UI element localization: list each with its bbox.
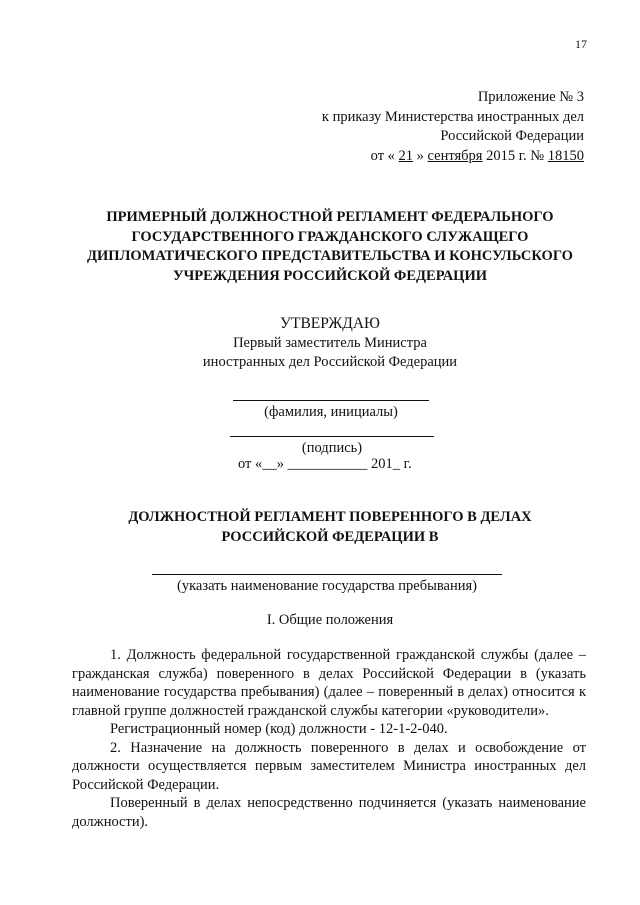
document-title (60, 208, 600, 286)
document-title-line: ГОСУДАРСТВЕННОГО ГРАЖДАНСКОГО СЛУЖАЩЕГО (131, 228, 529, 245)
name-line (233, 400, 429, 401)
body-text (72, 646, 586, 831)
signature-line (230, 436, 434, 437)
annex-block (254, 88, 584, 166)
annex-date-prefix: от « (370, 147, 395, 164)
document-title-line: УЧРЕЖДЕНИЯ РОССИЙСКОЙ ФЕДЕРАЦИИ (172, 267, 488, 284)
approval-date-line: от «__» ___________ 201_ г. (238, 456, 412, 472)
page-number: 17 (575, 37, 587, 51)
annex-date-line (254, 147, 584, 167)
document-title-line: ПРИМЕРНЫЙ ДОЛЖНОСТНОЙ РЕГЛАМЕНТ ФЕДЕРАЛЬНОГО (106, 209, 554, 225)
document-title-line: ДИПЛОМАТИЧЕСКОГО ПРЕДСТАВИТЕЛЬСТВА И КОНСУЛЬСКОГО (87, 248, 573, 264)
paragraph: Поверенный в делах непосредственно подчиняется (указать наименование должности). (72, 795, 586, 830)
annex-year: 2015 г. № (486, 147, 545, 164)
approval-line-1: Первый заместитель Министра (233, 334, 427, 351)
paragraph: 1. Должность федеральной государственной гражданской службы (далее – гражданская служба) поверенного в делах Российской Федерации в (указать наименование государства пребывания) (далее – поверенный в делах) относится к главной группе должностей гражданской службы категории «руководители». (72, 647, 586, 719)
regulation-title-line: РОССИЙСКОЙ ФЕДЕРАЦИИ В (221, 528, 439, 545)
regulation-title (60, 508, 600, 547)
annex-line-3: Российской Федерации (440, 128, 584, 144)
paragraph: 2. Назначение на должность поверенного в делах и освобождение от должности осуществляется первым заместителем Министра иностранных дел Российской Федерации. (72, 739, 586, 793)
annex-line-2: к приказу Министерства иностранных дел (321, 108, 584, 125)
section-title: I. Общие положения (266, 612, 394, 628)
name-caption: (фамилия, инициалы) (264, 404, 398, 420)
paragraph: Регистрационный номер (код) должности - 12-1-2-040. (110, 721, 448, 737)
annex-date-mid: » (416, 147, 424, 164)
annex-day: 21 (398, 147, 414, 164)
signature-caption: (подпись) (301, 440, 363, 456)
regulation-title-line: ДОЛЖНОСТНОЙ РЕГЛАМЕНТ ПОВЕРЕННОГО В ДЕЛАХ (128, 509, 532, 525)
approval-line-2: иностранных дел Российской Федерации (202, 354, 458, 370)
annex-number: 18150 (547, 147, 584, 164)
approval-block (60, 314, 600, 373)
annex-line-1: Приложение № 3 (477, 89, 584, 105)
state-caption: (указать наименование государства пребывания) (177, 578, 477, 594)
annex-month: сентября (427, 147, 483, 164)
state-line (152, 574, 502, 575)
approval-heading: УТВЕРЖДАЮ (280, 315, 380, 332)
